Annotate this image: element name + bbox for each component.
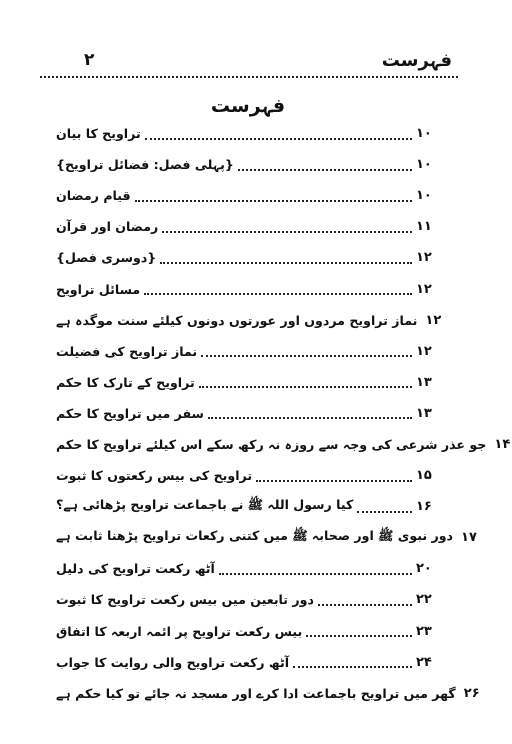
toc-entry-page: ۱۲ (416, 343, 432, 359)
dot-leader (201, 355, 412, 357)
dot-leader (238, 169, 412, 171)
header-page-number: ۲ (84, 50, 95, 70)
toc-entry-text: سفر میں تراویح کا حکم (56, 405, 204, 421)
toc-entry-page: ۱۰ (416, 126, 432, 142)
toc-entry-text: {دوسری فصل} (56, 250, 157, 266)
toc-entry-text: تراویح کی بیس رکعتوں کا ثبوت (56, 468, 253, 484)
toc-entry-text: {پہلی فصل: فضائل تراویح} (56, 157, 234, 173)
toc-entry-page: ۲۰ (416, 561, 432, 577)
toc-entry-text: جو عذر شرعی کی وجہ سے روزہ نہ رکھ سکے اس کیلئے تراویح کا حکم (56, 436, 487, 452)
dot-leader (357, 511, 412, 513)
toc-entry-page: ۱۳ (416, 374, 432, 390)
toc-entry-text: نماز تراویح مردوں اور عورتوں دونوں کیلئے سنت موگدہ ہے (56, 312, 418, 328)
toc-entry-text: گھر میں تراویح باجماعت ادا کرے اور مسجد نہ جائے تو کیا حکم ہے (56, 685, 456, 701)
page-header (40, 50, 458, 74)
toc-entry-text: تراویح کے تارک کا حکم (56, 374, 195, 390)
dot-leader (256, 480, 412, 482)
toc-entry-page: ۱۵ (416, 468, 432, 484)
toc-entry-text: تراویح کا بیان (56, 126, 141, 142)
toc-entry-text: نماز تراویح کی فضیلت (56, 343, 198, 359)
dot-leader (219, 573, 412, 575)
toc-entry-text: رمضان اور قرآن (56, 219, 159, 235)
toc-entry-page: ۱۱ (416, 219, 432, 235)
toc-entry-text: آٹھ رکعت تراویح کی دلیل (56, 561, 215, 577)
toc-title: فہرست (210, 95, 286, 117)
toc-entry-page: ۱۲ (416, 250, 432, 266)
toc-entry[interactable] (52, 398, 434, 429)
toc-entry[interactable] (52, 367, 434, 398)
dot-leader (306, 635, 412, 637)
toc-entry-page: ۲۶ (463, 685, 480, 701)
toc-entry[interactable] (52, 273, 434, 304)
toc-entry[interactable] (52, 584, 434, 615)
dot-leader (145, 138, 412, 140)
toc-entry-page: ۱۴ (494, 436, 511, 452)
header-divider (40, 76, 458, 80)
toc-entry-page: ۱۲ (425, 312, 442, 328)
toc-entry-text: کیا رسول اللہ ﷺ نے باجماعت تراویح پڑھائی ہے؟ (56, 497, 354, 513)
toc-entry-page: ۲۴ (416, 654, 432, 670)
dot-leader (162, 231, 412, 233)
dot-leader (199, 386, 412, 388)
toc-entry[interactable] (52, 118, 434, 149)
toc-entry[interactable] (52, 336, 434, 367)
toc-entry-page: ۱۰ (416, 157, 432, 173)
dot-leader (135, 200, 412, 202)
toc-entry-page: ۱۲ (416, 281, 432, 297)
toc-entry-page: ۱۳ (416, 405, 432, 421)
header-title: فہرست (381, 50, 452, 71)
toc-entry[interactable] (52, 616, 434, 647)
toc-entry-page: ۱۶ (416, 499, 432, 515)
toc-entry-page: ۱۷ (461, 530, 477, 546)
toc-entry-text: آٹھ رکعت تراویح والی روایت کا جواب (56, 654, 290, 670)
toc-entry[interactable] (52, 491, 434, 522)
toc-entry[interactable] (52, 149, 434, 180)
toc-entry-text: مسائل تراویح (56, 281, 141, 297)
toc-entry-text: دور تابعین میں بیس رکعت تراویح کا ثبوت (56, 592, 314, 608)
toc-entry-text: بیس رکعت تراویح پر ائمہ اربعہ کا اتفاق (56, 623, 303, 639)
toc-entry[interactable] (52, 460, 434, 491)
dot-leader (293, 666, 412, 668)
toc-entry-page: ۲۳ (416, 623, 432, 639)
toc-entry[interactable] (52, 522, 477, 553)
toc-entry-text: دور نبوی ﷺ اور صحابہ ﷺ میں کتنی رکعات تراویح پڑھنا ثابت ہے (56, 528, 454, 544)
toc-entry[interactable] (52, 242, 434, 273)
toc-entry-page: ۲۲ (416, 592, 432, 608)
dot-leader (144, 293, 412, 295)
toc-list (52, 118, 511, 709)
toc-entry[interactable] (52, 180, 434, 211)
toc-entry[interactable] (52, 211, 434, 242)
toc-entry-page: ۱۰ (416, 188, 432, 204)
toc-entry[interactable] (52, 553, 434, 584)
toc-entry-text: قیام رمضان (56, 188, 131, 204)
toc-entry[interactable] (52, 678, 480, 709)
dot-leader (318, 604, 412, 606)
toc-entry[interactable] (52, 429, 511, 460)
toc-entry[interactable] (52, 305, 442, 336)
dot-leader (208, 417, 412, 419)
toc-entry[interactable] (52, 647, 434, 678)
dot-leader (160, 262, 412, 264)
